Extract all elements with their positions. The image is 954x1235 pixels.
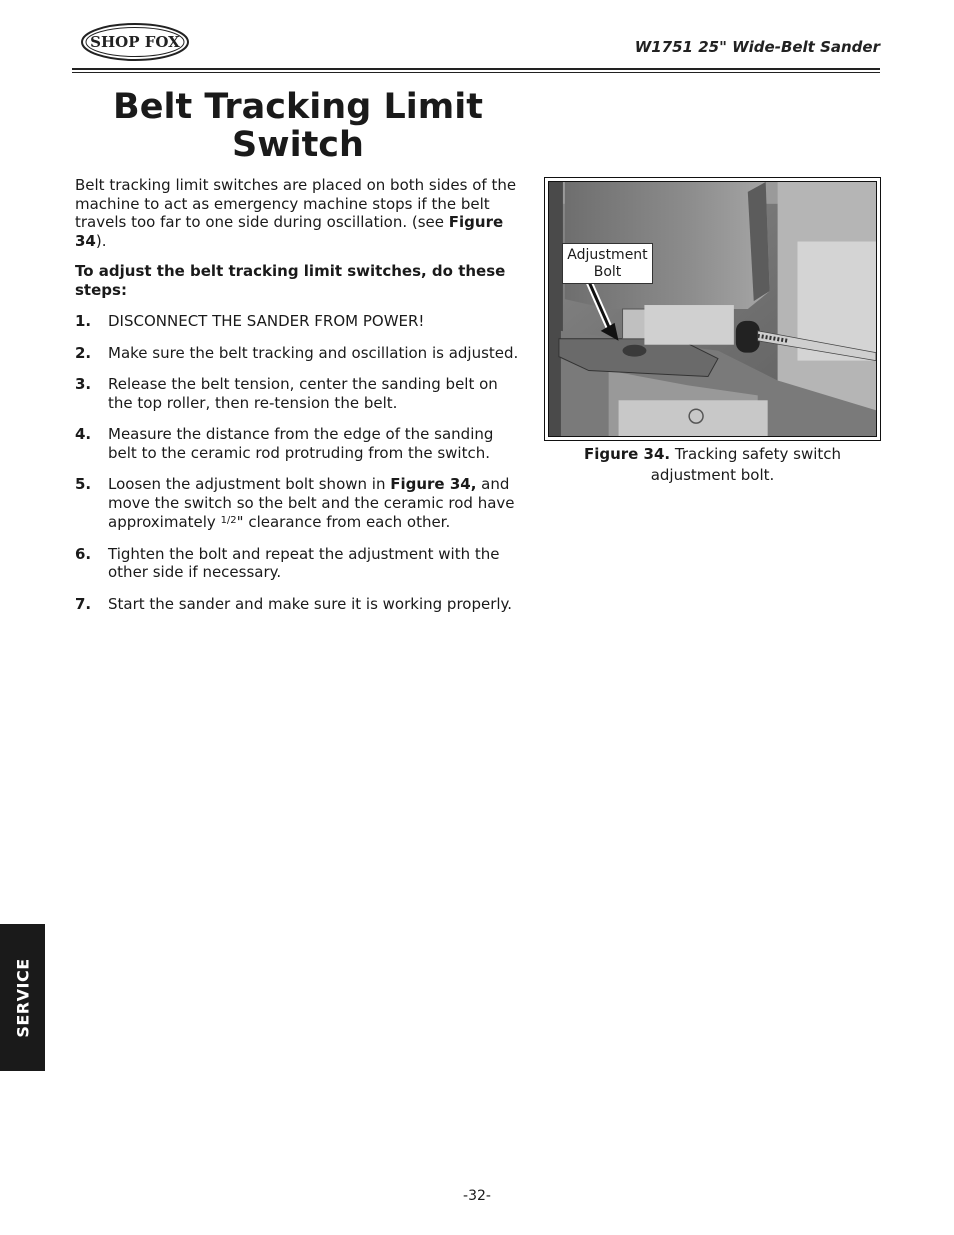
header-rule-thin — [72, 72, 880, 73]
step-item — [75, 425, 519, 462]
step-number: 6. — [75, 544, 92, 563]
steps-list — [75, 312, 519, 613]
page-title — [72, 88, 524, 164]
intro-end: ). — [95, 231, 107, 250]
logo-text: SHOP FOX — [90, 33, 180, 51]
callout-line-2: Bolt — [593, 264, 622, 280]
figure-reference: Figure 34, — [390, 475, 477, 493]
figure-34 — [544, 177, 881, 441]
step-text: Make sure the belt tracking and oscillation is adjusted. — [108, 343, 519, 362]
step-text: Release the belt tension, center the sanding belt on the top roller, then re-tension the belt. — [108, 375, 498, 412]
header-rule — [72, 68, 880, 70]
step-text: Start the sander and make sure it is working properly. — [108, 594, 513, 613]
step-text: Loosen the adjustment bolt shown in — [108, 475, 391, 493]
step-item — [75, 545, 519, 582]
caption-label: Figure 34. — [583, 445, 671, 463]
step-item — [75, 344, 519, 363]
side-tab-label: SERVICE — [13, 957, 32, 1038]
figure-reference: Figure 34 — [75, 213, 504, 250]
step-item — [75, 375, 519, 412]
text-column — [75, 176, 519, 626]
intro-paragraph — [75, 176, 519, 250]
step-text: DISCONNECT THE SANDER FROM POWER! — [108, 312, 425, 330]
step-item — [75, 475, 519, 532]
callout-line-1: Adjustment — [567, 247, 648, 263]
title-line-1: Belt Tracking Limit — [113, 87, 483, 127]
step-number: 5. — [75, 475, 92, 493]
caption-line-1: Tracking safety switch — [670, 445, 842, 463]
shop-fox-logo — [80, 22, 190, 62]
caption-line-2: adjustment bolt. — [650, 466, 775, 484]
figure-photo-frame — [548, 181, 877, 437]
section-side-tab — [0, 924, 45, 1071]
step-item — [75, 595, 519, 614]
step-number: 7. — [75, 594, 92, 613]
figure-caption — [544, 444, 881, 486]
step-text-end: " clearance from each other. — [236, 513, 451, 531]
step-text-cont: and move the switch so the belt and the ceramic rod have approximately — [108, 475, 515, 531]
step-number: 2. — [75, 343, 92, 362]
step-number: 1. — [75, 312, 92, 330]
model-title: W1751 25" Wide-Belt Sander — [634, 38, 880, 56]
adjustment-bolt-callout — [562, 243, 653, 284]
step-text: Measure the distance from the edge of the sanding belt to the ceramic rod protruding from the switch. — [108, 425, 494, 462]
title-line-2: Switch — [232, 125, 364, 165]
step-number: 4. — [75, 425, 92, 443]
fraction: 1/2 — [220, 515, 237, 526]
page-number: -32- — [463, 1188, 491, 1204]
step-number: 3. — [75, 375, 92, 393]
machine-photo — [549, 182, 876, 436]
steps-heading: To adjust the belt tracking limit switches, do these steps: — [75, 262, 506, 299]
step-text: Tighten the bolt and repeat the adjustment with the other side if necessary. — [108, 544, 500, 581]
intro-text: Belt tracking limit switches are placed on both sides of the machine to act as emergency machine stops if the belt travels too far to one side during oscillation. (see — [75, 176, 517, 231]
step-item — [75, 312, 519, 331]
